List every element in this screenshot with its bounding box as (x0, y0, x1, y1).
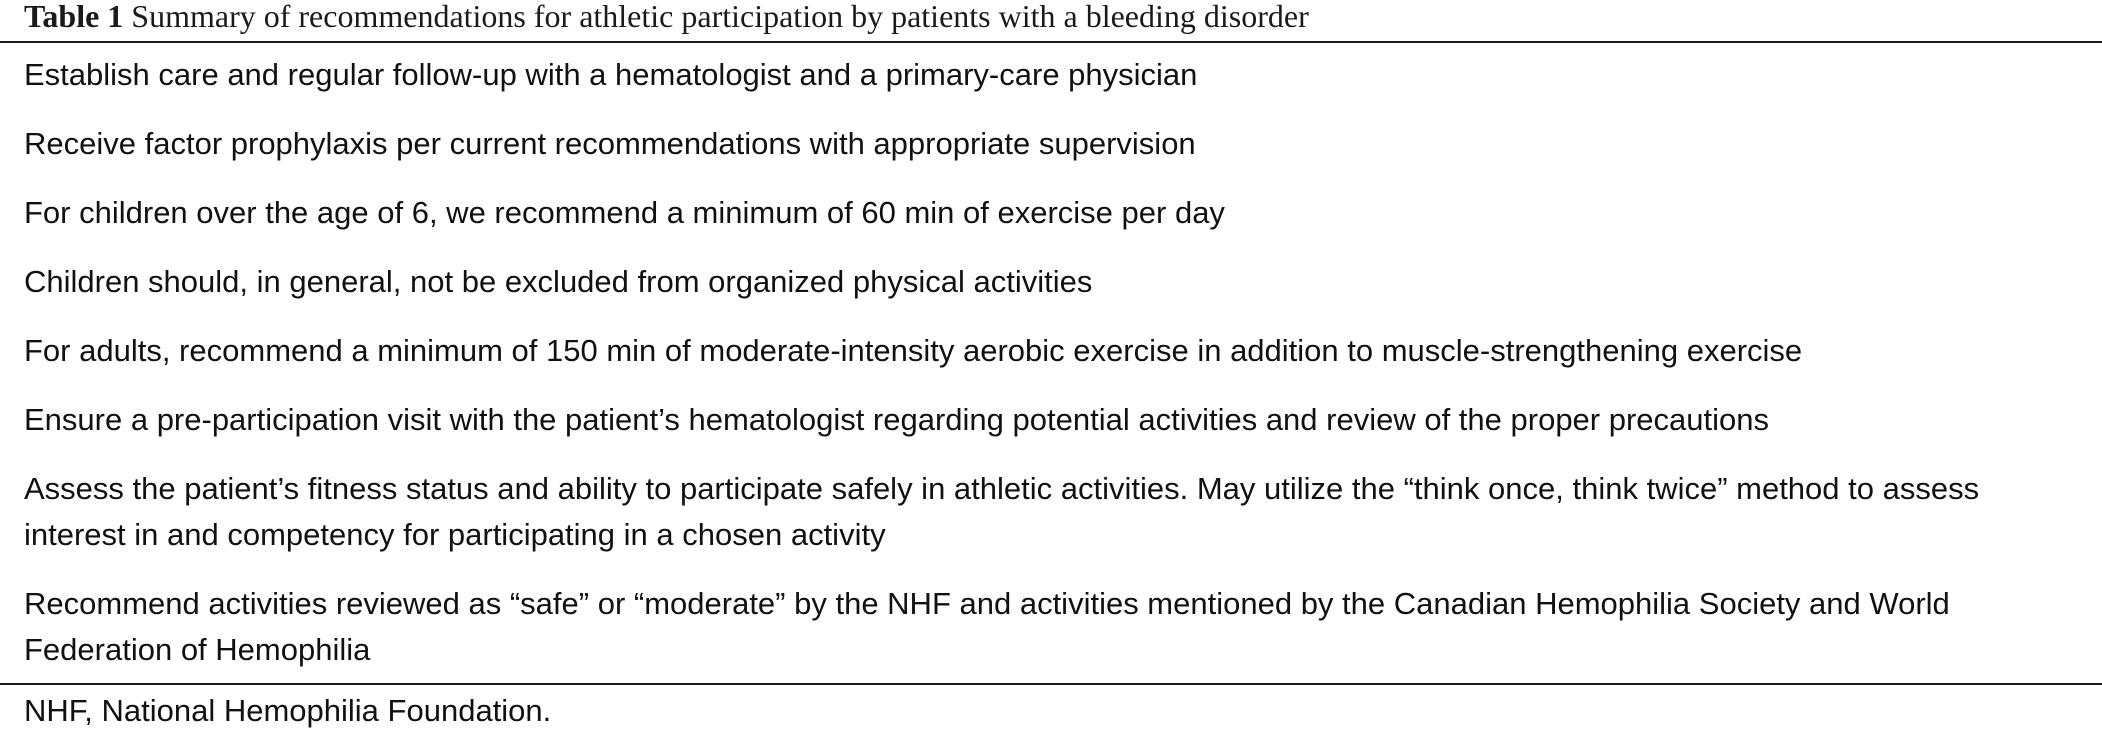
table-title: Summary of recommendations for athletic participation by patients with a bleeding disorder (131, 0, 1309, 34)
table-footnote: NHF, National Hemophilia Foundation. (24, 693, 552, 728)
table-row: Receive factor prophylaxis per current recommendations with appropriate supervision (24, 126, 1196, 161)
table-number: Table 1 (24, 0, 124, 34)
table-bottom-rule (0, 683, 2102, 685)
table-top-rule (0, 41, 2102, 43)
table-caption (24, 0, 1309, 38)
table-row: For adults, recommend a minimum of 150 min of moderate-intensity aerobic exercise in addition to muscle-strengthening exercise (24, 333, 1803, 368)
table-row: Assess the patient’s fitness status and ability to participate safely in athletic activities. May utilize the “think once, think twice” method to assess interest in and competency for participating in a chosen activity (24, 471, 1980, 552)
table-row: For children over the age of 6, we recommend a minimum of 60 min of exercise per day (24, 195, 1225, 230)
table-row: Recommend activities reviewed as “safe” or “moderate” by the NHF and activities mentioned by the Canadian Hemophilia Society and World Federation of Hemophilia (24, 586, 1950, 667)
table-row: Ensure a pre-participation visit with the patient’s hematologist regarding potential activities and review of the proper precautions (24, 402, 1770, 437)
table-row: Children should, in general, not be excluded from organized physical activities (24, 264, 1093, 299)
table-row: Establish care and regular follow-up with a hematologist and a primary-care physician (24, 57, 1198, 92)
